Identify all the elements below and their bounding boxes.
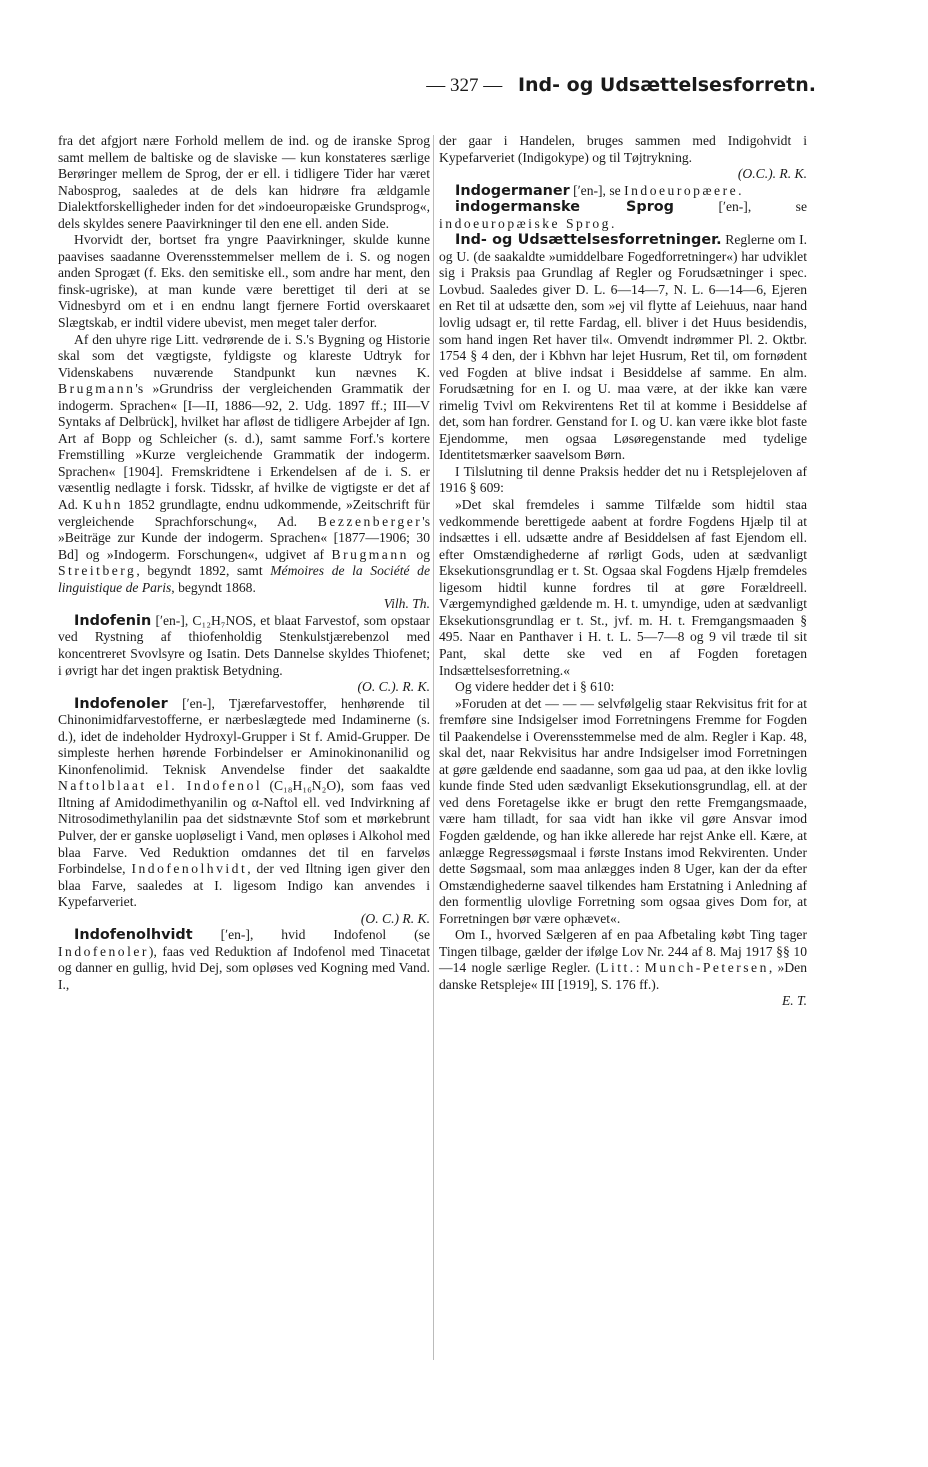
paragraph-literature [439, 927, 807, 993]
column-divider [433, 135, 434, 1360]
entry-indofenoler [58, 696, 430, 911]
text: og [416, 546, 430, 562]
quotation: »Det skal fremdeles i samme Tilfælde som hidtil staa vedkommende berettigede aabent at fordre Fogdens Hjælp til at indsættes i ell. udsætte andre af Besiddelsen af fast Ejendom ell. efter Omstændighederne af rørligt Gods, uden at sædvanligt Eksekutionsgrundlag er t. St. Ogsaa skal Fogdens Hjælp fremdeles ligesom hidtil kunne fordres til at gøre Forældreell. Værgemyndighed gældende m. H. t. umyndige, uden at sædvanligt Eksekutionsgrundlag er t. St., jvf. m. H. t. Fremgangsmaaden § 495. Naar en Panthaver i H. t. L. 5—7—8 og 9 vil træde til sit Pant, skal dette ske ved en af Fogden foretagen Indsættelsesforretning.« [439, 497, 807, 678]
entry-text: [ʹen-], Tjærefarvestoffer, henhørende til Chinonimidfarvestofferne, er nærbeslægtede med Indaminerne (s. d.), idet de indeholder Hydroxyl-Grupper i St f. Amid-Grupper. De simpleste herhen hørende Forbindelser er Aminokinonanilid og Kinonfenolimid. Teknisk Anvendelse finder det saakaldte [58, 695, 430, 777]
entry-text: [ʹen-], C₁₂H₇NOS, et blaat Farvestof, som opstaar ved Rystning af thiofenholdig Stenkulstjærebenzol med koncentreret Svovlsyre og Isatin. Dets Dannelse skyldes Thiofenet; i øvrigt har det ingen praktisk Betydning. [58, 612, 430, 678]
page-number: — 327 — [426, 75, 503, 96]
page-header [426, 72, 816, 97]
text: 's »Beiträge zur Kunde der indogerm. Sprachen« [1877—1906; 30 Bd] og »Indogerm. Forschungen«, udgivet af [58, 513, 430, 562]
entry-indofenin [58, 613, 430, 679]
author-name: Brugmann [331, 546, 409, 562]
signature: E. T. [781, 993, 807, 1009]
signature: Vilh. Th. [383, 596, 430, 612]
entry-text: ), faas ved Reduktion af Indofenol med Tinacetat og danner en gullig, hvid Dej, som opløses ved Kogning med Vand. I., [58, 943, 430, 992]
entry-indogermaner [439, 183, 807, 200]
paragraph: der gaar i Handelen, bruges sammen med Indigohvidt i Kypefarveriet (Indigokype) og til Tøjtrykning. [439, 133, 807, 165]
entry-indofenolhvidt [58, 927, 430, 993]
headword: indogermanske Sprog [455, 199, 674, 216]
paragraph: fra det afgjort nære Forhold mellem de ind. og de iranske Sprog samt mellem de baltiske og de slaviske — kun konstateres særlige Berøringer mellem de Sprog, der er ell. i tidligere Tider har været Nabosprog, saaledes at de dels kan hidrøre fra ældgamle Dialektforskelligheder inden for det »indoeuropæiske Grundsprog«, dels skyldes senere Paavirkninger til den ene ell. anden Side. [58, 133, 430, 231]
entry-text: (C₁₈H₁₆N₂O), som faas ved Iltning af Amidodimethyanilin og α-Naftol ell. ved Indvirkning af Nitrosodimethylanilin paa det sidstnævnte Stof som et mørkebrunt Pulver, der er ganske uopløseligt i Vand, men opløses i Alkohol med blaa Farve. Ved Reduktion omdannes det til en farveløs Forbindelse, [58, 778, 430, 877]
right-column [439, 133, 807, 1010]
author-name: Kuhn [82, 497, 123, 513]
entry-text: , der ved Iltning igen giver den blaa Farve, saaledes at I. ligesom Indigo kan anvendes i Kypefarveriet. [58, 861, 430, 910]
signature: (O.C.). R. K. [737, 166, 807, 182]
author-name: Bezzenberger [317, 513, 423, 529]
entry-ind-og-udsaettelsesforretninger [439, 232, 807, 464]
cross-reference: Indoeuropæere. [624, 182, 745, 198]
text: Af den uhyre rige Litt. vedrørende de i. S.'s Bygning og Historie skal som det vægtigste, fyldigste og klareste Udtryk for Videnskabens nuværende Standpunkt kun nævnes K. [58, 331, 430, 380]
spaced-term: Indofenolhvidt [131, 861, 248, 877]
text: , begyndt 1892, samt [136, 563, 263, 579]
entry-text: [ʹen-], se [573, 182, 621, 198]
text: Om I., hvorved Sælgeren af en paa Afbetaling købt Ting tager Tingen tilbage, gælder der ifølge Lov Nr. 244 af 8. Maj 1917 §§ 10—14 nogle særlige Regler. ( [439, 927, 807, 976]
paragraph-literature [58, 332, 430, 597]
text: : [635, 960, 640, 976]
signature: (O. C.) R. K. [360, 910, 430, 926]
paragraph: Og videre hedder det i § 610: [455, 679, 615, 695]
quotation: »Foruden at det — — — selvfølgelig staar Rekvisitus frit for at fremføre sine Indsigelser imod Forretningens Fremme for Fogden til Paakendelse i Overensstemmelse med de alm. Regler i Kap. 48, skal det, naar Rekvisitus har andre Indsigelser imod Forretningen at gøre gældende end saadanne, som gaa ud paa, at den ikke lovlig kunde finde Sted uden sædvanligt Eksekutionsgrundlag, ell. at der ved dens Foretagelse ikke er brugt den rette Fremgangsmaade, være ham tilladt, for saa vidt han ikke vil gøre Ansvar imod Fogden gældende, og han ikke allerede har rejst Anke ell. Kære, at anlægge Regressøgsmaal i første Instans imod Rekvirenten. Under dette Søgsmaal, som maa anlægges inden 8 Uger, kan der da efter Omstændighederne saavel tilkendes ham Erstatning i Anledning af den formentlig ulovlige Forretning som ogsaa gives Dom for, at Forretningen bør være ophævet«. [439, 695, 807, 926]
headword: Ind- og Udsættelsesforretninger. [455, 232, 722, 249]
paragraph: Hvorvidt der, bortset fra yngre Paavirkninger, skulde kunne paavises saadanne Overensstemmelser mellem de i. S. og nogen anden Sprogæt (f. Eks. den semitiske ell., som andre har ment, den finsk-ugriske), at man kunde være berettiget til deri at se Vidnesbyrd om et i en endnu langt fjernere Fortid overskaaret Slægtskab, er indtil videre ubevist, men meget taler derfor. [58, 232, 430, 331]
author-name: Munch-Petersen [644, 960, 769, 976]
entry-text: [ʹen-], hvid Indofenol (se [220, 927, 430, 943]
left-column [58, 133, 430, 993]
author-name: Brugmann [58, 381, 136, 397]
entry-text: Reglerne om I. og U. (de saakaldte »umiddelbare Fogedforretninger«) har udviklet sig i Praksis paa Grundlag af Regler og Forudsætninger i spec. Lovbud. Saaledes giver D. L. 6—14—7, N. L. 6—14—6, Ejeren en Ret til at udsætte den, som »ej vil flytte af Leiehuus, naar hand lovlig udsagt er, til rette Fardag, ell. bliver i det Huus besidendis, som hand ingen Ret haver til«. Omvendt indrømmer Pl. 2. Oktbr. 1754 § 4 den, der i Kbhvn har lejet Husrum, Ret til, om fornødent ved Fogden at blive indsat i Besiddelse af samme. En alm. Forudsætning for en I. og U. maa være, at der ikke kan være rimelig Tvivl om Rekvirentens Ret til at komme i Besiddelse af det, som han fordrer. Genstand for I. og U. kan være ikke blot faste Ejendomme, men ogsaa Løsøregenstande med tydelige Identitetsmærker saavelsom Børn. [439, 232, 807, 463]
text: , »Den danske Retspleje« III [1919], S. 176 ff.). [439, 960, 807, 992]
paragraph: I Tilslutning til denne Praksis hedder det nu i Retsplejeloven af 1916 § 609: [439, 463, 807, 496]
headword: Indofenolhvidt [74, 927, 193, 944]
text: 1852 grundlagte, endnu udkommende, »Zeitschrift für vergleichende Sprachforschung«, Ad. [58, 497, 431, 529]
journal-title: Mémoires de la Société de linguistique de Paris [58, 563, 430, 595]
signature: (O. C.). R. K. [357, 679, 430, 695]
running-title: Ind- og Udsættelsesforretn. [517, 74, 816, 96]
entry-text: [ʹen-], se [718, 199, 807, 215]
text: 's »Grundriss der vergleichenden Grammatik der indogerm. Sprachen« [I—II, 1886—92, 2. Udg. 1897 ff.; III—V Syntaks af Delbrück], hvilket har afløst de tidligere Arbejder af Ign. Art af Bopp og Schleicher (s. d.), samt samme Forf.'s kortere Fremstilling »Kurze vergleichende Grammatik der indogerm. Sprachen« [1904]. Fremskridtene i Erkendelsen af de i. S. er væsentlig nedlagte i forsk. Tidsskr, af hvilke de vigtigste er det af Ad. [58, 381, 430, 513]
headword: Indogermaner [455, 182, 570, 199]
text: , begyndt 1868. [171, 579, 256, 595]
headword: Indofenoler [74, 695, 168, 712]
cross-reference: Indofenoler [58, 943, 149, 959]
spaced-term: Litt. [600, 960, 636, 976]
spaced-term: Naftolblaat el. Indofenol [58, 778, 263, 794]
author-name: Streitberg [58, 563, 137, 579]
headword: Indofenin [74, 612, 152, 629]
entry-indogermanske-sprog [439, 199, 807, 232]
cross-reference: indoeuropæiske Sprog. [439, 215, 617, 231]
